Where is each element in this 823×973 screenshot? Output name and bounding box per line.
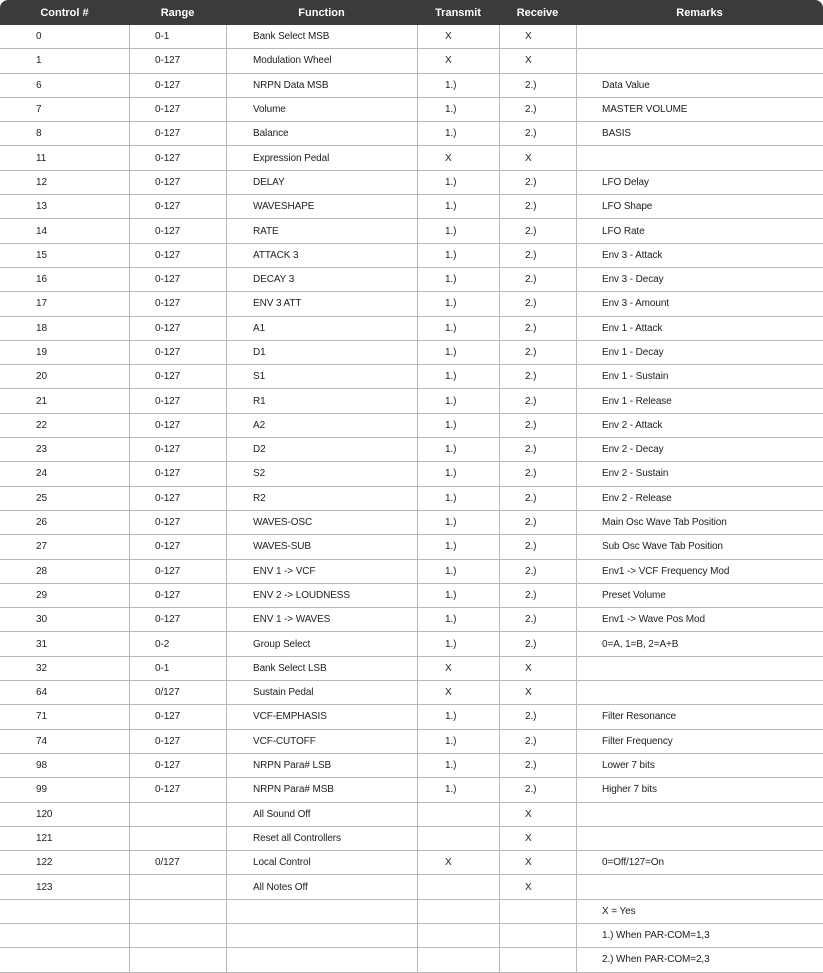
table-row: [0, 244, 823, 268]
range-cell: 0-127: [129, 195, 226, 219]
range-cell: 0-127: [129, 292, 226, 316]
remarks-cell: [576, 146, 823, 170]
receive-cell: X: [499, 681, 576, 705]
control-number-cell: [0, 900, 129, 924]
transmit-cell: 1.): [417, 778, 499, 802]
remarks-cell: Env 3 - Decay: [576, 268, 823, 292]
remarks-cell: MASTER VOLUME: [576, 98, 823, 122]
range-cell: [129, 900, 226, 924]
receive-cell: X: [499, 875, 576, 899]
receive-cell: 2.): [499, 487, 576, 511]
transmit-cell: X: [417, 657, 499, 681]
table-row: [0, 948, 823, 972]
remarks-cell: Lower 7 bits: [576, 754, 823, 778]
range-cell: 0-127: [129, 535, 226, 559]
control-number-cell: 18: [0, 317, 129, 341]
range-cell: 0-127: [129, 754, 226, 778]
table-row: [0, 146, 823, 170]
table-row: [0, 875, 823, 899]
receive-cell: 2.): [499, 632, 576, 656]
table-row: [0, 924, 823, 948]
function-cell: ATTACK 3: [226, 244, 417, 268]
receive-cell: 2.): [499, 341, 576, 365]
transmit-cell: X: [417, 681, 499, 705]
range-cell: 0-127: [129, 511, 226, 535]
table-row: [0, 681, 823, 705]
range-cell: 0-127: [129, 584, 226, 608]
table-row: [0, 171, 823, 195]
remarks-cell: LFO Shape: [576, 195, 823, 219]
control-number-cell: 12: [0, 171, 129, 195]
remarks-cell: 2.) When PAR-COM=2,3: [576, 948, 823, 972]
receive-cell: X: [499, 851, 576, 875]
remarks-cell: 0=Off/127=On: [576, 851, 823, 875]
range-cell: 0-127: [129, 244, 226, 268]
function-cell: NRPN Para# LSB: [226, 754, 417, 778]
table-row: [0, 705, 823, 729]
range-cell: 0-127: [129, 146, 226, 170]
table-row: [0, 803, 823, 827]
control-number-cell: 22: [0, 414, 129, 438]
function-cell: NRPN Data MSB: [226, 74, 417, 98]
control-number-cell: 123: [0, 875, 129, 899]
range-cell: [129, 827, 226, 851]
control-number-cell: 11: [0, 146, 129, 170]
receive-cell: 2.): [499, 705, 576, 729]
function-cell: Group Select: [226, 632, 417, 656]
range-cell: 0-127: [129, 98, 226, 122]
transmit-cell: 1.): [417, 244, 499, 268]
receive-cell: 2.): [499, 730, 576, 754]
transmit-cell: X: [417, 25, 499, 49]
range-cell: 0-1: [129, 657, 226, 681]
function-cell: A1: [226, 317, 417, 341]
receive-cell: 2.): [499, 122, 576, 146]
control-number-cell: [0, 948, 129, 972]
table-row: [0, 632, 823, 656]
transmit-cell: 1.): [417, 74, 499, 98]
table-row: [0, 195, 823, 219]
range-cell: 0-127: [129, 341, 226, 365]
function-cell: Volume: [226, 98, 417, 122]
receive-cell: [499, 948, 576, 972]
transmit-cell: 1.): [417, 365, 499, 389]
range-cell: 0-127: [129, 219, 226, 243]
control-number-cell: 122: [0, 851, 129, 875]
transmit-cell: X: [417, 146, 499, 170]
control-number-cell: 120: [0, 803, 129, 827]
function-cell: ENV 1 -> WAVES: [226, 608, 417, 632]
receive-cell: 2.): [499, 98, 576, 122]
control-number-cell: 1: [0, 49, 129, 73]
range-cell: 0-127: [129, 268, 226, 292]
range-cell: 0-127: [129, 365, 226, 389]
receive-cell: 2.): [499, 365, 576, 389]
remarks-cell: Env1 -> Wave Pos Mod: [576, 608, 823, 632]
range-cell: 0-127: [129, 414, 226, 438]
table-row: [0, 365, 823, 389]
receive-cell: [499, 924, 576, 948]
table-row: [0, 778, 823, 802]
table-row: [0, 98, 823, 122]
control-number-cell: [0, 924, 129, 948]
header-function: Function: [226, 0, 417, 25]
transmit-cell: [417, 875, 499, 899]
control-number-cell: 99: [0, 778, 129, 802]
table-row: [0, 754, 823, 778]
function-cell: [226, 948, 417, 972]
transmit-cell: [417, 827, 499, 851]
function-cell: Balance: [226, 122, 417, 146]
range-cell: 0-127: [129, 389, 226, 413]
function-cell: NRPN Para# MSB: [226, 778, 417, 802]
receive-cell: 2.): [499, 317, 576, 341]
function-cell: VCF-CUTOFF: [226, 730, 417, 754]
remarks-cell: [576, 681, 823, 705]
table-row: [0, 122, 823, 146]
table-row: [0, 511, 823, 535]
control-number-cell: 28: [0, 560, 129, 584]
function-cell: A2: [226, 414, 417, 438]
control-number-cell: 13: [0, 195, 129, 219]
function-cell: WAVES-SUB: [226, 535, 417, 559]
control-number-cell: 27: [0, 535, 129, 559]
receive-cell: 2.): [499, 608, 576, 632]
table-row: [0, 341, 823, 365]
transmit-cell: X: [417, 49, 499, 73]
range-cell: [129, 803, 226, 827]
table-row: [0, 414, 823, 438]
table-row: [0, 900, 823, 924]
receive-cell: X: [499, 827, 576, 851]
function-cell: Expression Pedal: [226, 146, 417, 170]
function-cell: DELAY: [226, 171, 417, 195]
transmit-cell: 1.): [417, 462, 499, 486]
header-remarks: Remarks: [576, 0, 823, 25]
range-cell: 0-1: [129, 25, 226, 49]
transmit-cell: 1.): [417, 632, 499, 656]
range-cell: 0-127: [129, 778, 226, 802]
range-cell: 0-127: [129, 705, 226, 729]
function-cell: ENV 3 ATT: [226, 292, 417, 316]
range-cell: 0-127: [129, 171, 226, 195]
receive-cell: 2.): [499, 219, 576, 243]
control-number-cell: 19: [0, 341, 129, 365]
header-receive: Receive: [499, 0, 576, 25]
transmit-cell: 1.): [417, 730, 499, 754]
range-cell: [129, 875, 226, 899]
remarks-cell: [576, 657, 823, 681]
table-row: [0, 584, 823, 608]
receive-cell: 2.): [499, 778, 576, 802]
function-cell: RATE: [226, 219, 417, 243]
remarks-cell: Env 3 - Amount: [576, 292, 823, 316]
remarks-cell: Env 1 - Release: [576, 389, 823, 413]
control-number-cell: 14: [0, 219, 129, 243]
transmit-cell: 1.): [417, 98, 499, 122]
table-row: [0, 730, 823, 754]
receive-cell: 2.): [499, 74, 576, 98]
table-row: [0, 657, 823, 681]
function-cell: All Sound Off: [226, 803, 417, 827]
transmit-cell: 1.): [417, 584, 499, 608]
remarks-cell: [576, 803, 823, 827]
table-row: [0, 219, 823, 243]
transmit-cell: 1.): [417, 122, 499, 146]
receive-cell: 2.): [499, 389, 576, 413]
function-cell: VCF-EMPHASIS: [226, 705, 417, 729]
receive-cell: 2.): [499, 244, 576, 268]
control-number-cell: 20: [0, 365, 129, 389]
receive-cell: X: [499, 803, 576, 827]
function-cell: Reset all Controllers: [226, 827, 417, 851]
function-cell: Sustain Pedal: [226, 681, 417, 705]
control-number-cell: 26: [0, 511, 129, 535]
receive-cell: X: [499, 49, 576, 73]
receive-cell: X: [499, 657, 576, 681]
control-number-cell: 17: [0, 292, 129, 316]
remarks-cell: Env1 -> VCF Frequency Mod: [576, 560, 823, 584]
transmit-cell: 1.): [417, 511, 499, 535]
range-cell: 0/127: [129, 681, 226, 705]
function-cell: [226, 924, 417, 948]
control-number-cell: 64: [0, 681, 129, 705]
table-row: [0, 608, 823, 632]
remarks-cell: Env 1 - Decay: [576, 341, 823, 365]
table-row: [0, 292, 823, 316]
control-number-cell: 98: [0, 754, 129, 778]
range-cell: 0/127: [129, 851, 226, 875]
range-cell: 0-127: [129, 560, 226, 584]
range-cell: [129, 948, 226, 972]
remarks-cell: Filter Resonance: [576, 705, 823, 729]
control-number-cell: 32: [0, 657, 129, 681]
remarks-cell: [576, 49, 823, 73]
transmit-cell: 1.): [417, 171, 499, 195]
transmit-cell: [417, 803, 499, 827]
remarks-cell: Preset Volume: [576, 584, 823, 608]
function-cell: Bank Select LSB: [226, 657, 417, 681]
receive-cell: 2.): [499, 560, 576, 584]
receive-cell: 2.): [499, 462, 576, 486]
remarks-cell: [576, 25, 823, 49]
range-cell: 0-127: [129, 122, 226, 146]
control-number-cell: 31: [0, 632, 129, 656]
control-number-cell: 23: [0, 438, 129, 462]
receive-cell: [499, 900, 576, 924]
function-cell: D1: [226, 341, 417, 365]
table-row: [0, 487, 823, 511]
function-cell: S1: [226, 365, 417, 389]
range-cell: 0-127: [129, 74, 226, 98]
receive-cell: 2.): [499, 414, 576, 438]
receive-cell: X: [499, 25, 576, 49]
function-cell: DECAY 3: [226, 268, 417, 292]
function-cell: Bank Select MSB: [226, 25, 417, 49]
function-cell: Local Control: [226, 851, 417, 875]
range-cell: 0-2: [129, 632, 226, 656]
control-number-cell: 71: [0, 705, 129, 729]
table-row: [0, 25, 823, 49]
transmit-cell: 1.): [417, 705, 499, 729]
remarks-cell: Sub Osc Wave Tab Position: [576, 535, 823, 559]
transmit-cell: 1.): [417, 535, 499, 559]
control-number-cell: 15: [0, 244, 129, 268]
receive-cell: 2.): [499, 268, 576, 292]
control-number-cell: 25: [0, 487, 129, 511]
table-row: [0, 438, 823, 462]
table-row: [0, 851, 823, 875]
receive-cell: 2.): [499, 292, 576, 316]
control-number-cell: 121: [0, 827, 129, 851]
control-number-cell: 8: [0, 122, 129, 146]
table-row: [0, 462, 823, 486]
transmit-cell: 1.): [417, 195, 499, 219]
transmit-cell: 1.): [417, 317, 499, 341]
control-number-cell: 21: [0, 389, 129, 413]
transmit-cell: 1.): [417, 608, 499, 632]
transmit-cell: 1.): [417, 487, 499, 511]
transmit-cell: 1.): [417, 438, 499, 462]
table-row: [0, 317, 823, 341]
transmit-cell: 1.): [417, 754, 499, 778]
header-range: Range: [129, 0, 226, 25]
function-cell: R2: [226, 487, 417, 511]
remarks-cell: LFO Delay: [576, 171, 823, 195]
function-cell: WAVESHAPE: [226, 195, 417, 219]
function-cell: ENV 1 -> VCF: [226, 560, 417, 584]
function-cell: ENV 2 -> LOUDNESS: [226, 584, 417, 608]
receive-cell: 2.): [499, 171, 576, 195]
control-number-cell: 74: [0, 730, 129, 754]
control-number-cell: 29: [0, 584, 129, 608]
remarks-cell: Data Value: [576, 74, 823, 98]
function-cell: D2: [226, 438, 417, 462]
function-cell: [226, 900, 417, 924]
remarks-cell: 0=A, 1=B, 2=A+B: [576, 632, 823, 656]
remarks-cell: Env 2 - Sustain: [576, 462, 823, 486]
table-row: [0, 827, 823, 851]
remarks-cell: Higher 7 bits: [576, 778, 823, 802]
remarks-cell: Env 3 - Attack: [576, 244, 823, 268]
range-cell: 0-127: [129, 487, 226, 511]
control-number-cell: 16: [0, 268, 129, 292]
transmit-cell: 1.): [417, 414, 499, 438]
receive-cell: 2.): [499, 754, 576, 778]
transmit-cell: 1.): [417, 219, 499, 243]
transmit-cell: X: [417, 851, 499, 875]
receive-cell: 2.): [499, 438, 576, 462]
range-cell: [129, 924, 226, 948]
remarks-cell: X = Yes: [576, 900, 823, 924]
header-transmit: Transmit: [417, 0, 499, 25]
remarks-cell: [576, 827, 823, 851]
range-cell: 0-127: [129, 438, 226, 462]
control-number-cell: 6: [0, 74, 129, 98]
header-control-number: Control #: [0, 0, 129, 25]
remarks-cell: BASIS: [576, 122, 823, 146]
remarks-cell: Env 2 - Decay: [576, 438, 823, 462]
transmit-cell: 1.): [417, 389, 499, 413]
transmit-cell: 1.): [417, 341, 499, 365]
function-cell: Modulation Wheel: [226, 49, 417, 73]
function-cell: R1: [226, 389, 417, 413]
receive-cell: 2.): [499, 535, 576, 559]
table-header-row: [0, 0, 823, 25]
table-body: [0, 25, 823, 973]
control-number-cell: 24: [0, 462, 129, 486]
transmit-cell: 1.): [417, 292, 499, 316]
table-row: [0, 535, 823, 559]
table-row: [0, 268, 823, 292]
remarks-cell: Env 2 - Attack: [576, 414, 823, 438]
range-cell: 0-127: [129, 730, 226, 754]
range-cell: 0-127: [129, 317, 226, 341]
transmit-cell: 1.): [417, 560, 499, 584]
control-number-cell: 0: [0, 25, 129, 49]
remarks-cell: Main Osc Wave Tab Position: [576, 511, 823, 535]
remarks-cell: Env 1 - Attack: [576, 317, 823, 341]
table-row: [0, 389, 823, 413]
function-cell: WAVES-OSC: [226, 511, 417, 535]
receive-cell: 2.): [499, 195, 576, 219]
remarks-cell: [576, 875, 823, 899]
remarks-cell: LFO Rate: [576, 219, 823, 243]
transmit-cell: [417, 948, 499, 972]
remarks-cell: 1.) When PAR-COM=1,3: [576, 924, 823, 948]
receive-cell: 2.): [499, 584, 576, 608]
transmit-cell: 1.): [417, 268, 499, 292]
range-cell: 0-127: [129, 608, 226, 632]
function-cell: All Notes Off: [226, 875, 417, 899]
control-number-cell: 7: [0, 98, 129, 122]
transmit-cell: [417, 900, 499, 924]
table-row: [0, 49, 823, 73]
range-cell: 0-127: [129, 49, 226, 73]
remarks-cell: Env 2 - Release: [576, 487, 823, 511]
transmit-cell: [417, 924, 499, 948]
table-row: [0, 560, 823, 584]
range-cell: 0-127: [129, 462, 226, 486]
table-row: [0, 74, 823, 98]
remarks-cell: Env 1 - Sustain: [576, 365, 823, 389]
receive-cell: X: [499, 146, 576, 170]
remarks-cell: Filter Frequency: [576, 730, 823, 754]
control-number-cell: 30: [0, 608, 129, 632]
receive-cell: 2.): [499, 511, 576, 535]
function-cell: S2: [226, 462, 417, 486]
